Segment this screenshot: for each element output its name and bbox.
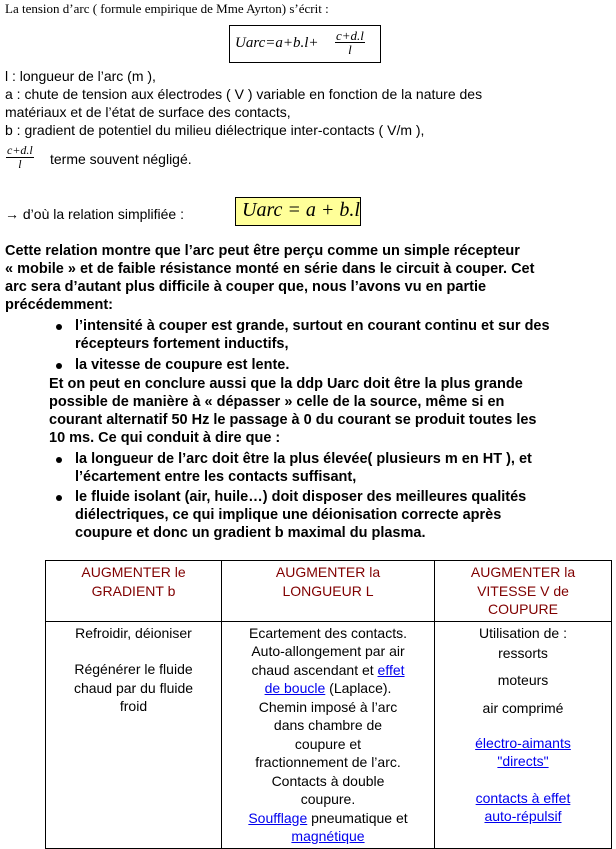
simplified-label: d’où la relation simplifiée : (22, 206, 184, 222)
cell-line: fractionnement de l’arc. (255, 754, 401, 770)
text-line: 10 ms. Ce qui conduit à dire que : (49, 430, 281, 446)
header-length (222, 561, 435, 622)
cell-line: Chemin imposé à l’arc (258, 698, 398, 715)
cell-speed (435, 621, 612, 848)
formula-simplified-text: Uarc = a + b.l (242, 199, 360, 221)
paragraph-2 (49, 375, 537, 447)
bullet-icon (56, 363, 62, 369)
header-line: VITESSE V de (477, 582, 569, 599)
link-magnetique[interactable]: magnétique (291, 828, 365, 844)
header-gradient (46, 561, 222, 622)
cell-text: pneumatique et (307, 809, 408, 826)
cell-line (226, 661, 430, 680)
link-electro-aimants[interactable]: "directs" (497, 753, 549, 769)
cell-line (226, 827, 430, 846)
text-line: coupure et donc un gradient b maximal du plasma. (75, 525, 426, 541)
cell-line: air comprimé (482, 700, 564, 716)
header-line: LONGUEUR L (282, 582, 374, 599)
cell-line: ressorts (498, 645, 548, 661)
neglect-text: terme souvent négligé. (50, 151, 192, 167)
arrow-icon: → (5, 206, 19, 222)
def-line: b : gradient de potentiel du milieu diélectrique inter-contacts ( V/m ), (5, 122, 425, 138)
text-line: Et on peut en conclure aussi que la ddp Uarc doit être la plus grande (49, 376, 523, 392)
neglect-denominator: l (18, 157, 22, 171)
link-electro-aimants[interactable]: électro-aimants (475, 734, 571, 751)
def-line: a : chute de tension aux électrodes ( V ) variable en fonction de la nature des (5, 86, 483, 102)
bullet-icon (56, 324, 62, 330)
bullet-item (75, 356, 289, 374)
text-line: Cette relation montre que l’arc peut être perçu comme un simple récepteur (5, 243, 520, 259)
paragraph-1 (5, 242, 534, 314)
definitions (5, 67, 482, 139)
cell-line: Ecartement des contacts. (249, 624, 407, 641)
bullet-item (75, 488, 526, 542)
cell-text: (Laplace). (325, 680, 392, 696)
header-line: AUGMENTER la (470, 564, 576, 580)
cell-line (226, 809, 430, 828)
def-line: l : longueur de l’arc (m ), (5, 68, 156, 84)
formula-denominator: l (348, 42, 352, 57)
header-speed (435, 561, 612, 622)
text-line: la vitesse de coupure est lente. (75, 357, 290, 373)
formula-fraction (335, 29, 365, 56)
cell-line: Refroidir, déioniser (75, 624, 192, 641)
cell-gradient (46, 621, 222, 848)
header-line: GRADIENT b (91, 582, 176, 599)
formula-numerator: c+d.l (336, 28, 364, 43)
simplified-line (5, 206, 184, 222)
neglect-numerator: c+d.l (7, 143, 33, 157)
cell-line: Utilisation de : (479, 624, 567, 641)
cell-line: coupure et (294, 735, 362, 752)
link-effet-de-boucle[interactable]: de boucle (264, 680, 326, 696)
cell-line: Contacts à double (271, 772, 385, 789)
text-line: « mobile » et de faible résistance monté en série dans le circuit à couper. Cet (5, 261, 535, 277)
text-line: courant alternatif 50 Hz le passage à 0 du courant se produit toutes les (49, 412, 537, 428)
cell-line: moteurs (497, 671, 549, 688)
link-effet-de-boucle[interactable]: effet (377, 661, 405, 678)
formula-lhs: Uarc=a+b.l+ (235, 35, 319, 51)
cell-text: chaud ascendant et (251, 661, 378, 678)
table-row (46, 621, 612, 848)
header-line: AUGMENTER le (81, 564, 186, 580)
cell-spacer (50, 642, 217, 660)
link-soufflage[interactable]: Soufflage (248, 809, 308, 826)
header-line: AUGMENTER la (275, 564, 381, 580)
formula-simplified (235, 197, 361, 226)
cell-line: froid (119, 698, 148, 714)
link-contacts-effet[interactable]: contacts à effet (475, 789, 571, 806)
bullet-item (75, 450, 532, 486)
text-line: arc sera d’autant plus difficile à couper que, nous l’avons vu en partie (5, 279, 487, 295)
table-header-row (46, 561, 612, 622)
text-line: précédemment: (5, 297, 113, 313)
text-line: l’intensité à couper est grande, surtout en courant continu et sur des (75, 318, 550, 334)
intro-text: La tension d’arc ( formule empirique de Mme Ayrton) s’écrit : (5, 1, 329, 16)
methods-table (45, 560, 612, 849)
text-line: diélectriques, ce qui implique une déionisation correcte après (75, 507, 502, 523)
text-line: récepteurs fortement inductifs, (75, 336, 289, 352)
formula-full (229, 25, 381, 63)
text-line: le fluide isolant (air, huile…) doit disposer des meilleures qualités (75, 489, 527, 505)
cell-line: Régénérer le fluide (74, 661, 193, 677)
cell-line (226, 679, 430, 698)
text-line: la longueur de l’arc doit être la plus élevée( plusieurs m en HT ), et (75, 451, 532, 467)
cell-line: Auto-allongement par air (251, 643, 405, 659)
cell-line: dans chambre de (273, 717, 383, 733)
text-line: l’écartement entre les contacts suffisant, (75, 469, 357, 485)
cell-line: chaud par du fluide (73, 679, 194, 696)
header-line: COUPURE (487, 601, 558, 617)
text-line: possible de manière à « dépasser » celle de la source, même si en (49, 394, 505, 410)
bullet-item (75, 317, 550, 353)
bullet-icon (56, 495, 62, 501)
cell-line: coupure. (300, 791, 356, 807)
link-contacts-effet[interactable]: auto-répulsif (484, 808, 562, 824)
def-line: matériaux et de l’état de surface des contacts, (5, 104, 291, 120)
cell-length (222, 621, 435, 848)
neglect-fraction (6, 144, 34, 171)
bullet-icon (56, 457, 62, 463)
